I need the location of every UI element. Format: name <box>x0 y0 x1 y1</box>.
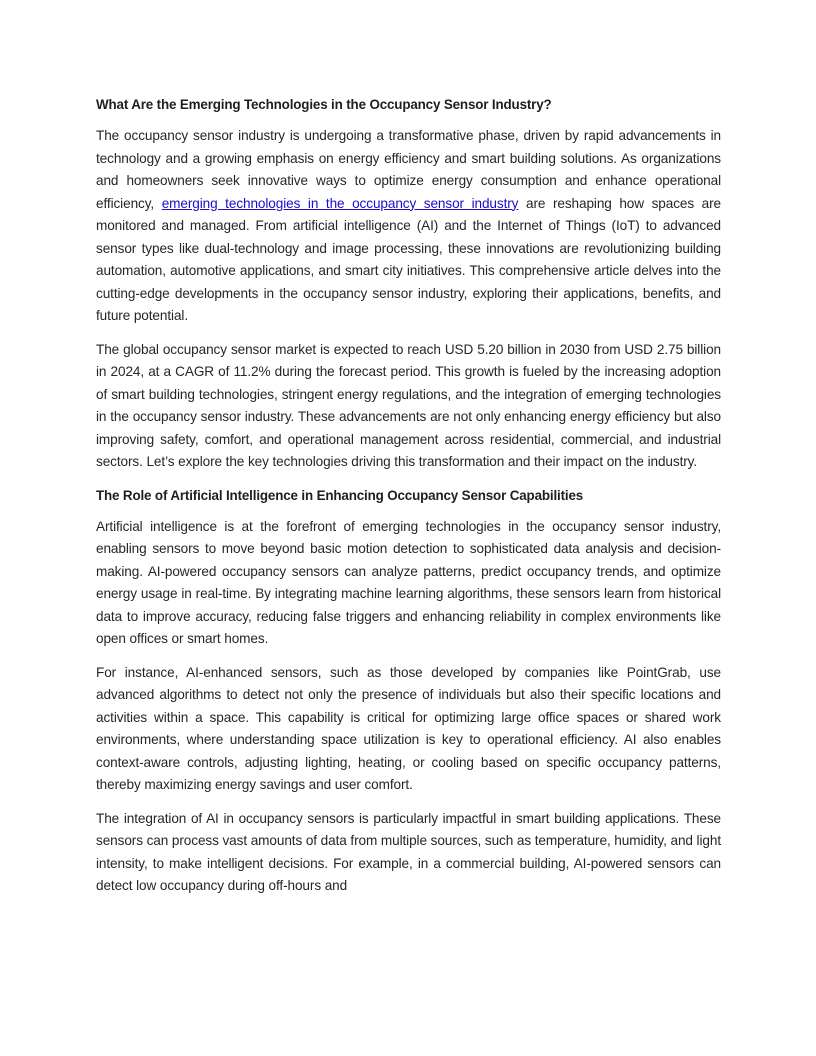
market-paragraph: The global occupancy sensor market is expected to reach USD 5.20 billion in 2030 from USD 2.75 billion in 2024, at a CAGR of 11.2% during the forecast period. This growth is fueled by the increasing adoption of smart building technologies, stringent energy regulations, and the integration of emerging technologies in the occupancy sensor industry. These advancements are not only enhancing energy efficiency but also improving safety, comfort, and operational management across residential, commercial, and industrial sectors. Let’s explore the key technologies driving this transformation and their impact on the industry. <box>96 341 721 469</box>
document-title: What Are the Emerging Technologies in the Occupancy Sensor Industry? <box>96 97 552 112</box>
ai-paragraph-2: For instance, AI-enhanced sensors, such as those developed by companies like PointGrab, use advanced algorithms to detect not only the presence of individuals but also their specific locations and activities within a space. This capability is critical for optimizing large office spaces or shared work environments, where understanding space utilization is key to operational efficiency. AI also enables context-aware controls, adjusting lighting, heating, or cooling based on specific occupancy patterns, thereby maximizing energy savings and user comfort. <box>96 664 721 792</box>
intro-paragraph <box>96 125 721 328</box>
emerging-technologies-link[interactable]: emerging technologies in the occupancy sensor industry <box>161 195 519 211</box>
intro-text-before-link: The occupancy sensor industry is undergoing a transformative phase, driven by rapid advancements in technology and a growing emphasis on energy efficiency and smart building solutions. As organizations and homeowners seek innovative ways to optimize energy consumption and enhance operational efficiency, <box>96 128 721 211</box>
ai-paragraph-3: The integration of AI in occupancy sensors is particularly impactful in smart building applications. These sensors can process vast amounts of data from multiple sources, such as temperature, humidity, and light intensity, to make intelligent decisions. For example, in a commercial building, AI-powered sensors can detect low occupancy during off-hours and <box>96 810 721 893</box>
ai-paragraph-1: Artificial intelligence is at the forefront of emerging technologies in the occupancy sensor industry, enabling sensors to move beyond basic motion detection to sophisticated data analysis and decision-making. AI-powered occupancy sensors can analyze patterns, predict occupancy trends, and optimize energy usage in real-time. By integrating machine learning algorithms, these sensors learn from historical data to improve accuracy, reducing false triggers and enhancing reliability in complex environments like open offices or smart homes. <box>96 518 721 646</box>
intro-text-after-link: are reshaping how spaces are monitored and managed. From artificial intelligence (AI) and the Internet of Things (IoT) to advanced sensor types like dual-technology and image processing, these innovations are revolutionizing building automation, automotive applications, and smart city initiatives. This comprehensive article delves into the cutting-edge developments in the occupancy sensor industry, exploring their applications, benefits, and future potential. <box>96 195 722 323</box>
document-page <box>96 94 721 909</box>
section-heading-ai: The Role of Artificial Intelligence in Enhancing Occupancy Sensor Capabilities <box>96 487 584 503</box>
